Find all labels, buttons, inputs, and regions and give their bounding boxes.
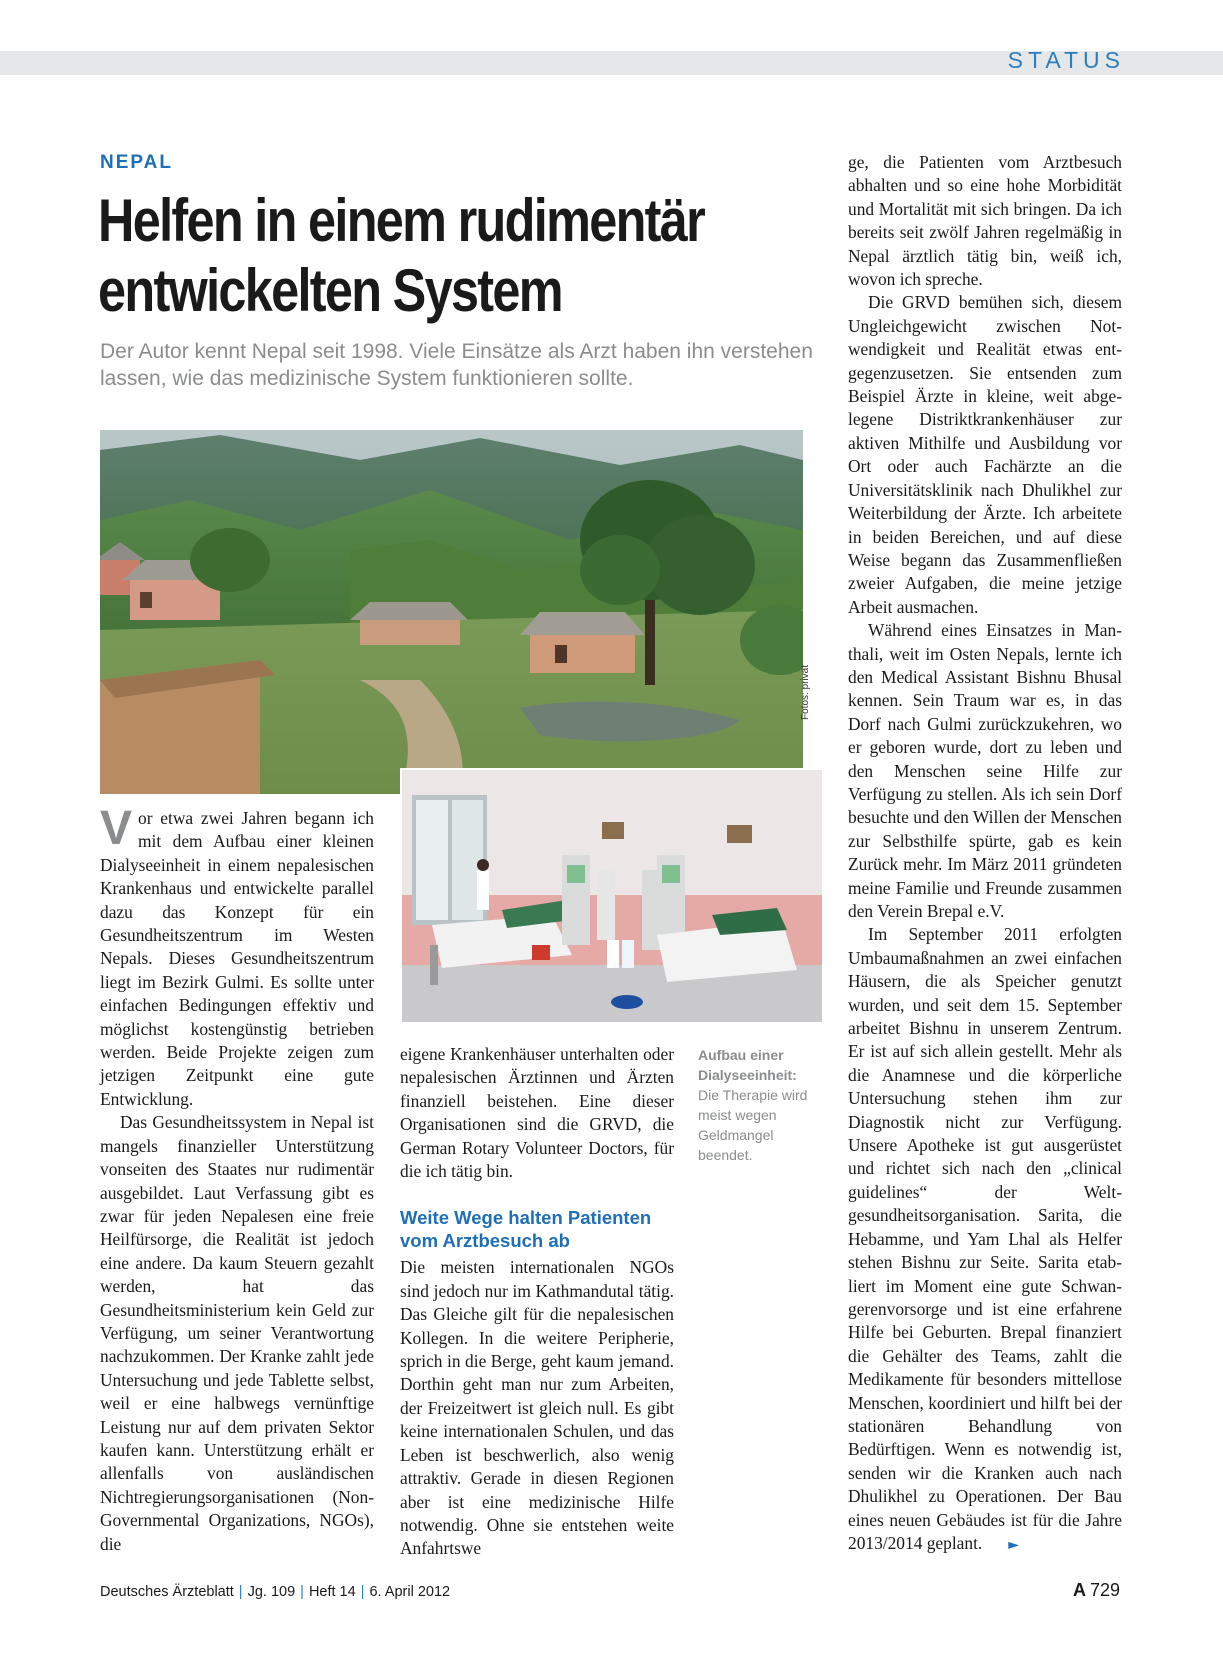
paragraph: eigene Krankenhäuser unterhalten oder nepalesischen Ärztinnen und Ärzten finanziell beistehen. Eine dieser Organisationen sind die GRVD, die German Rotary Volunteer Doctors, für die ich tätig bin.: [400, 1044, 674, 1182]
article-headline: [98, 186, 703, 326]
article-deck: Der Autor kennt Nepal seit 1998. Viele Einsätze als Arzt haben ihn verstehen lassen, wie das medizinische System funktionieren sollte.: [100, 340, 813, 390]
drop-cap: V: [100, 802, 133, 855]
journal-volume: Jg. 109: [247, 1584, 296, 1600]
article-column-1: [100, 802, 374, 1556]
journal-name: Deutsches Ärzteblatt: [100, 1584, 234, 1600]
photo-credit: Fotos: privat: [800, 664, 811, 720]
photo-caption: [698, 1045, 818, 1165]
article-column-3: [848, 151, 1122, 1557]
footer-separator: |: [238, 1584, 243, 1600]
caption-title: Aufbau einer Dialyseeinheit:: [698, 1047, 797, 1083]
footer-separator: |: [360, 1584, 365, 1600]
headline-line-1: Helfen in einem rudimentär: [98, 187, 705, 254]
paragraph: Das Gesundheitssystem in Nepal ist mangels finanzieller Unterstützung vonseiten des Staates nur rudimentär ausgebildet. Laut Verfassung gibt es zwar für jeden Nepalesen eine freie Heilfürsorge, die Realität ist jedoch eine andere. Da kaum Steuern gezahlt werden, hat das Gesundheitsministerium kein Geld zur Verfügung, um seiner Verantwortung nachzukommen. Der Kranke zahlt jede Untersuchung und jede Tablette selbst, weil er eine halbwegs vernünftige Leistung nur auf dem privaten Sektor kaufen kann. Unterstützung erhält er allenfalls von ausländischen Nichtregierungsorganisationen (Non-Governmental Organizations, NGOs), die: [100, 1112, 374, 1554]
clinic-illustration: [402, 770, 822, 1022]
photo-nepal-village: [100, 430, 803, 794]
paragraph-final: Im September 2011 erfolgten Umbaumaßnahmen an zwei einfachen Häusern, die als Speicher genutzt wurden, und seit dem 15. September arbeitet Bishnu in unserem Zentrum. Er ist auf sich allein gestellt. Mehr als die Anamnese und die körperliche Untersuchung stehen ihm zur Diagnostik nicht zur Verfügung. Unsere Apotheke ist gut ausgerüstet und richtet sich nach den „clinical guidelines“ der Weltgesundheitsorganisation. Sarita, die Hebamme, und Yam Lhal als Helfer stehen Bishnu zur Seite. Sarita etabliert im Moment eine gute Schwangerenvorsorge und ist eine erfahrene Hilfe bei Geburten. Brepal finanziert die Gehälter des Teams, zahlt die Medikamente für besonders mittellose Menschen, koordiniert und hilft bei der stationären Behandlung von Bedürftigen. Wenn es notwendig ist, senden wir die Kranken auch nach Dhulikhel zu Operationen. Der Bau eines neuen Gebäudes ist für die Jahre 2013/2014 geplant. ►: [848, 924, 1122, 1553]
article-column-2: [400, 1043, 674, 1561]
section-label: STATUS: [1007, 47, 1125, 73]
page-prefix: A: [1072, 1580, 1086, 1600]
headline-line-2: entwickelten System: [98, 257, 562, 324]
caption-text: Die Therapie wird meist wegen Geldmangel beendet.: [698, 1087, 808, 1163]
end-of-article-arrow-icon: ►: [1008, 1536, 1020, 1553]
paragraph: Während eines Einsatzes in Manthali, weit im Osten Nepals, lernte ich den Medical Assistant Bishnu Bhusal kennen. Sein Traum war es, in das Dorf nach Gulmi zurückzukehren, wo er geboren wurde, dort zu leben und den Menschen seine Hilfe zur Verfügung zu stellen. Als ich sein Dorf besuchte und den Willen der Menschen zur Selbsthilfe spürte, gab es kein Zurück mehr. Im März 2011 gründeten meine Familie und Freunde zusammen den Verein Brepal e.V.: [848, 620, 1122, 921]
footer-separator: |: [300, 1584, 304, 1600]
landscape-illustration: [100, 430, 803, 794]
page-number: [1073, 1580, 1120, 1601]
page-number-value: 729: [1089, 1580, 1120, 1600]
page-footer: [100, 1584, 450, 1600]
paragraph-intro: Vor etwa zwei Jahren begann ich mit dem Aufbau einer kleinen Dialyseeinheit in einem nepalesischen Krankenhaus und entwickelte parallel dazu das Konzept für ein Gesundheitszentrum im Westen Nepals. Dieses Gesundheitszentrum liegt im Bezirk Gulmi. Es sollte unter einfachen Bedingungen effektiv und möglichst kostengünstig betrieben werden. Beide Projekte zeigen zum jetzigen Zeitpunkt eine gute Entwicklung.: [100, 802, 374, 1109]
paragraph: Die GRVD bemühen sich, diesem Ungleichgewicht zwischen Notwendigkeit und Realität etwas entgegenzusetzen. Sie entsenden zum Beispiel Ärzte in kleine, weit abgelegene Distriktkrankenhäuser zur aktiven Mithilfe und Ausbildung vor Ort oder auch Fachärzte an die Universitätsklinik nach Dhulikhel zur Weiterbildung der Ärzte. Ich arbeitete in beiden Bereichen, und auf diese Weise begann das Zusammenfließen zweier Aufgaben, die meine jetzige Arbeit ausmachen.: [848, 292, 1122, 617]
journal-issue: Heft 14: [308, 1584, 356, 1600]
paragraph: Die meisten internationalen NGOs sind jedoch nur im Kathmandutal tätig. Das Gleiche gilt für die nepalesischen Kollegen. In die weitere Peripherie, sprich in die Berge, geht kaum jemand. Dorthin geht man nur zum Arbeiten, der Freizeitwert ist gleich null. Es gibt keine internationalen Schulen, und das Leben ist beschwerlich, also wenig attraktiv. Gerade in diesen Regionen aber ist eine medizinische Hilfe notwendig. Ohne sie entstehen weite Anfahrtswe: [400, 1257, 674, 1559]
paragraph: ge, die Patienten vom Arztbesuch abhalten und so eine hohe Morbidität und Mortalität mit sich bringen. Da ich bereits seit zwölf Jahren regelmäßig in Nepal ärztlich tätig bin, weiß ich, wovon ich spreche.: [848, 152, 1122, 290]
article-kicker: NEPAL: [100, 152, 173, 173]
article-subhead: Weite Wege halten Patienten vom Arztbesuch ab: [400, 1207, 652, 1252]
photo-dialysis-unit: [400, 768, 824, 1024]
issue-date: 6. April 2012: [369, 1584, 451, 1600]
